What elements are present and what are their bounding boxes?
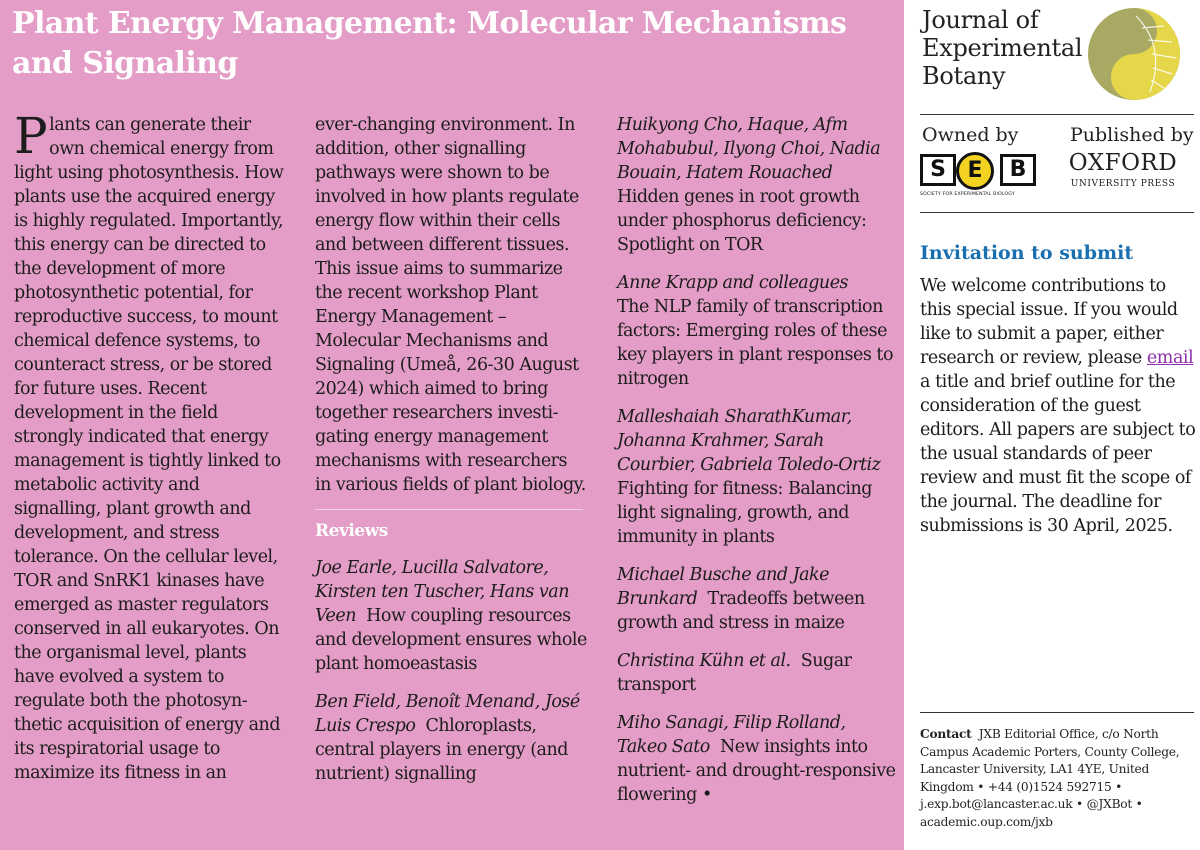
review-title: Chloroplasts, central players in energy (and nutrient) signalling xyxy=(315,716,568,784)
owned-by-label: Owned by xyxy=(922,124,1019,146)
section-divider xyxy=(315,509,583,510)
oxford-logo-subtitle: UNIVERSITY PRESS xyxy=(1070,179,1176,189)
intro-text-part-1: lants can generate their own chemical energy from light using photosynthesis. How plants use the acquired energy is highly regulated. Importantly, this energy can be directed to the development of more photosynthetic potential, for reproductive success, to mount chemical defence systems, to counteract stress, or be stored for future uses. Recent development in the field strongly indicated that energy management is tightly linked to metabolic activity and signalling, plant growth and development, and stress tolerance. On the cellular level, TOR and SnRK1 kinases have emerged as master regulators conserved in all eukaryotes. On the organismal level, plants have evolved a system to regulate both the photosynthetic acquisition of energy and its respiratorial usage to maximize its fitness in an xyxy=(14,115,284,783)
oxford-logo-name: OXFORD xyxy=(1068,150,1178,176)
review-title: The NLP family of transcription factors: Emerging roles of these key players in plant responses to nitrogen xyxy=(617,297,893,389)
invitation-body xyxy=(920,274,1196,538)
review-authors: Michael Busche and Jake Brunkard xyxy=(617,565,830,609)
review-authors: Joe Earle, Lucilla Salvatore, Kirsten ten Tuscher, Hans van Veen xyxy=(315,558,569,626)
review-entry xyxy=(315,556,587,676)
review-entry xyxy=(617,113,900,257)
review-title: Tradeoffs between growth and stress in maize xyxy=(617,589,865,633)
sidebar-rule-bottom xyxy=(920,712,1194,713)
review-authors: Anne Krapp and colleagues xyxy=(617,273,849,293)
review-title: Hidden genes in root growth under phosphorus deficiency: Spotlight on TOR xyxy=(617,187,867,255)
review-title: New insights into nutrient- and drought-responsive flowering • xyxy=(617,737,896,805)
invitation-text-start: We welcome contributions to this special issue. If you would like to submit a paper, either research or review, please xyxy=(920,276,1178,368)
journal-sidebar xyxy=(904,0,1200,850)
review-entry xyxy=(617,711,900,807)
review-entry xyxy=(617,405,900,549)
review-authors: Huikyong Cho, Haque, Afm Mohabubul, Ilyong Choi, Nadia Bouain, Hatem Rouached xyxy=(617,115,881,183)
review-entry xyxy=(617,649,900,697)
page-title: Plant Energy Management: Molecular Mechanisms and Signaling xyxy=(12,6,847,81)
review-title: How coupling resources and development ensures whole plant homoeastasis xyxy=(315,606,587,674)
email-link[interactable]: email xyxy=(1146,348,1194,368)
review-entry xyxy=(315,690,587,786)
seb-letter-s: S xyxy=(920,154,956,186)
seb-letter-e: E xyxy=(956,152,994,190)
review-authors: Ben Field, Benoît Menand, José Luis Crespo xyxy=(315,692,580,736)
review-authors: Christina Kühn et al. xyxy=(617,651,791,671)
contact-text: JXB Editorial Office, c/o North Campus Academic Porters, County College, Lancaster University, LA1 4YE, United Kingdom • +44 (0)1524 592715 • j.exp.bot@lancaster.ac.uk • @JXBot • academic.oup.com/jxb xyxy=(920,727,1180,829)
published-by-label: Published by xyxy=(1070,124,1194,146)
sidebar-rule-middle xyxy=(920,212,1194,213)
dropcap: P xyxy=(14,107,48,165)
review-authors: Miho Sanagi, Filip Rolland, Takeo Sato xyxy=(617,713,846,757)
review-title: Fighting for fitness: Balancing light signaling, growth, and immunity in plants xyxy=(617,479,872,547)
sidebar-rule-top xyxy=(920,114,1194,115)
contact-label: Contact xyxy=(920,727,972,741)
seb-letter-b: B xyxy=(1000,154,1036,186)
review-entry xyxy=(617,271,900,391)
journal-leaf-logo-icon xyxy=(1084,4,1184,104)
reviews-heading: Reviews xyxy=(315,521,388,541)
intro-column-2 xyxy=(315,113,587,800)
review-authors: Malleshaiah SharathKumar, Johanna Krahmer, Sarah Courbier, Gabriela Toledo-Ortiz xyxy=(617,407,881,475)
contact-block xyxy=(920,726,1196,831)
review-entry xyxy=(617,563,900,635)
invitation-heading: Invitation to submit xyxy=(920,242,1134,264)
invitation-text-end: a title and brief outline for the consideration of the guest editors. All papers are subject to the usual standards of peer review and must fit the scope of the journal. The deadline for submissions is 30 April, 2025. xyxy=(920,372,1196,536)
reviews-column xyxy=(617,113,900,821)
journal-name: Journal of Experimental Botany xyxy=(922,6,1083,90)
intro-text-part-2: ever-changing environment. In addition, other signalling pathways were shown to be involved in how plants regulate energy flow within their cells and between different tissues. This issue aims to summarize the recent workshop Plant Energy Management – Molecular Mechanisms and Signaling (Umeå, 26-30 August 2024) which aimed to bring together researchers investigating energy management mechanisms with researchers in various fields of plant biology. xyxy=(315,115,586,495)
intro-column-1 xyxy=(14,107,286,785)
review-title: Sugar transport xyxy=(617,651,852,695)
seb-caption: SOCIETY FOR EXPERIMENTAL BIOLOGY xyxy=(920,192,1015,197)
